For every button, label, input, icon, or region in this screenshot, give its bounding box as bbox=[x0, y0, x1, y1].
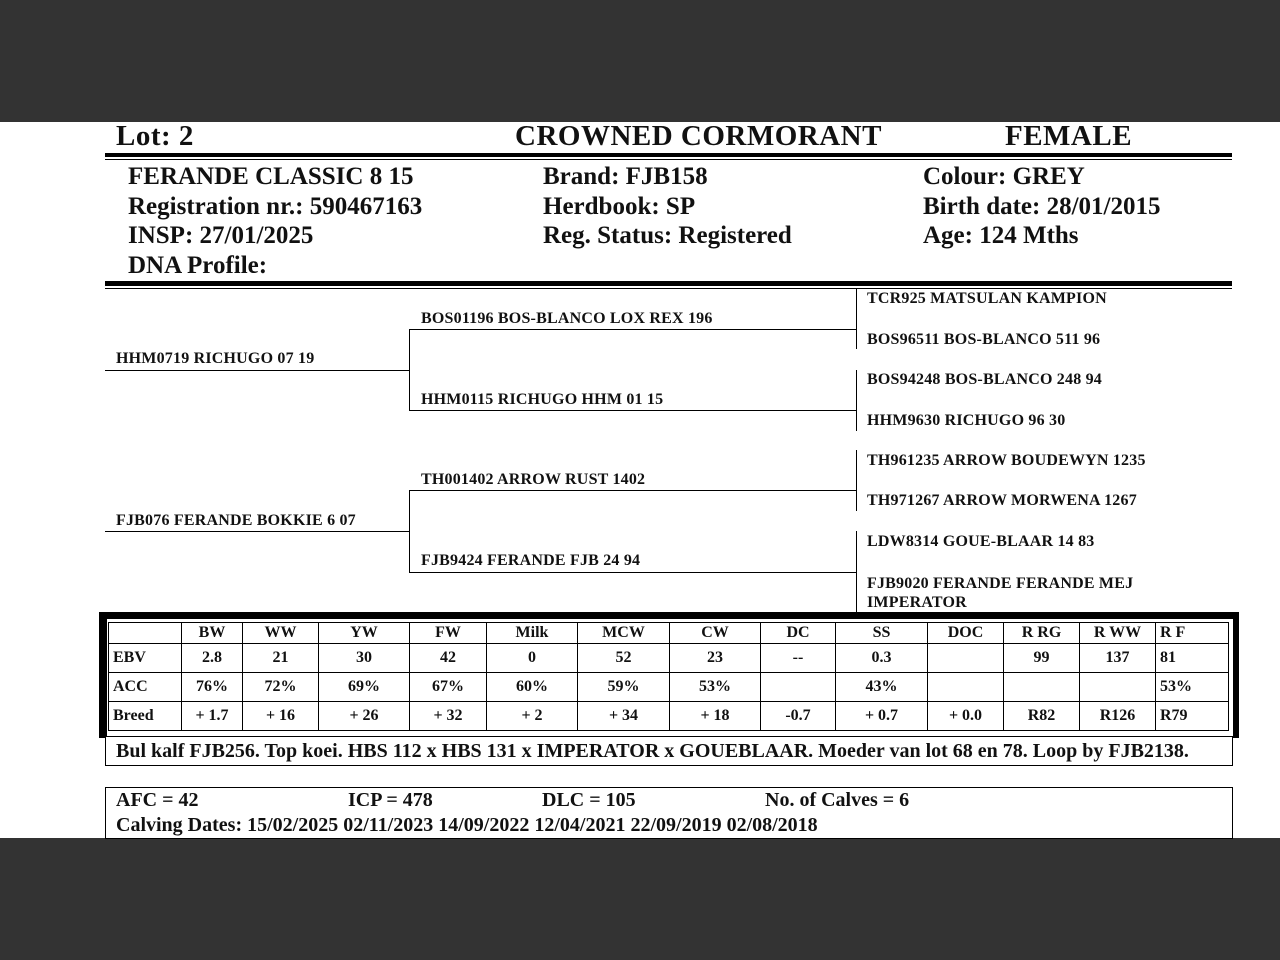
colour: Colour: GREY bbox=[923, 163, 1085, 190]
pedigree-line bbox=[856, 450, 857, 511]
lot-number: Lot: 2 bbox=[116, 120, 194, 152]
ebv-cell: + 34 bbox=[578, 702, 670, 731]
pedigree-line bbox=[105, 370, 409, 371]
ebv-row-label: ACC bbox=[109, 673, 182, 702]
header-rule-thin bbox=[105, 159, 1232, 160]
pedigree-sire-sire: BOS01196 BOS-BLANCO LOX REX 196 bbox=[421, 310, 713, 327]
pedigree-line bbox=[856, 531, 857, 612]
ebv-cell: 42 bbox=[410, 644, 487, 673]
ebv-column-header: DC bbox=[761, 623, 836, 644]
ebv-column-header: R F bbox=[1156, 623, 1229, 644]
age: Age: 124 Mths bbox=[923, 222, 1079, 249]
pedigree-line bbox=[409, 572, 856, 573]
sex: FEMALE bbox=[1005, 120, 1133, 152]
ebv-row bbox=[109, 702, 1229, 731]
pedigree-ggp-8: FJB9020 FERANDE FERANDE MEJ IMPERATOR bbox=[867, 575, 1134, 611]
ebv-cell: R79 bbox=[1156, 702, 1229, 731]
ebv-cell bbox=[761, 673, 836, 702]
ebv-column-header: YW bbox=[319, 623, 410, 644]
ebv-column-header: BW bbox=[182, 623, 243, 644]
breed-name: CROWNED CORMORANT bbox=[515, 120, 882, 152]
pedigree-dam-dam: FJB9424 FERANDE FJB 24 94 bbox=[421, 552, 641, 569]
icp: ICP = 478 bbox=[348, 789, 433, 811]
ebv-row bbox=[109, 644, 1229, 673]
ebv-cell bbox=[928, 673, 1004, 702]
ebv-cell: + 0.7 bbox=[836, 702, 928, 731]
animal-info-right bbox=[923, 162, 1161, 251]
ebv-cell: 0 bbox=[487, 644, 578, 673]
ebv-cell: 60% bbox=[487, 673, 578, 702]
birth-date: Birth date: 28/01/2015 bbox=[923, 192, 1161, 220]
ebv-corner-cell bbox=[109, 623, 182, 644]
ebv-cell bbox=[1080, 673, 1156, 702]
herdbook: Herdbook: SP bbox=[543, 192, 696, 220]
pedigree-dam-sire: TH001402 ARROW RUST 1402 bbox=[421, 471, 646, 488]
pedigree-ggp-4: HHM9630 RICHUGO 96 30 bbox=[867, 412, 1066, 429]
ebv-frame bbox=[100, 613, 107, 737]
ebv-header-row bbox=[109, 623, 1229, 644]
ebv-cell: 53% bbox=[1156, 673, 1229, 702]
pedigree-line bbox=[105, 531, 409, 532]
comment: Bul kalf FJB256. Top koei. HBS 112 x HBS 131 x IMPERATOR x GOUEBLAAR. Moeder van lot 68 en 78. Loop by FJB2138. bbox=[105, 736, 1233, 766]
calving-dates: Calving Dates: 15/02/2025 02/11/2023 14/09/2022 12/04/2021 22/09/2019 02/08/2018 bbox=[116, 814, 818, 836]
ebv-cell: + 2 bbox=[487, 702, 578, 731]
pedigree-line bbox=[856, 288, 857, 349]
ebv-cell: + 16 bbox=[243, 702, 319, 731]
pedigree-line bbox=[409, 410, 856, 411]
ebv-cell: + 32 bbox=[410, 702, 487, 731]
ebv-frame bbox=[1233, 613, 1238, 737]
ebv-cell: 72% bbox=[243, 673, 319, 702]
pedigree-ggp-7: LDW8314 GOUE-BLAAR 14 83 bbox=[867, 533, 1095, 550]
ebv-cell: -0.7 bbox=[761, 702, 836, 731]
ebv-cell bbox=[1004, 673, 1080, 702]
ebv-column-header: R RG bbox=[1004, 623, 1080, 644]
ebv-cell: 99 bbox=[1004, 644, 1080, 673]
pedigree-sire-dam: HHM0115 RICHUGO HHM 01 15 bbox=[421, 391, 664, 408]
pedigree-dam: FJB076 FERANDE BOKKIE 6 07 bbox=[116, 512, 356, 529]
ebv-cell: 67% bbox=[410, 673, 487, 702]
pedigree-line bbox=[409, 490, 856, 491]
catalogue-page bbox=[0, 122, 1280, 838]
pedigree-ggp-1: TCR925 MATSULAN KAMPION bbox=[867, 290, 1107, 307]
ebv-cell: + 1.7 bbox=[182, 702, 243, 731]
ebv-cell: R126 bbox=[1080, 702, 1156, 731]
footer-box bbox=[105, 787, 1233, 839]
ebv-cell: 137 bbox=[1080, 644, 1156, 673]
ebv-cell: 59% bbox=[578, 673, 670, 702]
ebv-cell: 30 bbox=[319, 644, 410, 673]
pedigree-ggp-2: BOS96511 BOS-BLANCO 511 96 bbox=[867, 331, 1101, 348]
pedigree-line bbox=[409, 491, 410, 573]
registration-number: Registration nr.: 590467163 bbox=[128, 192, 423, 220]
ebv-cell bbox=[928, 644, 1004, 673]
animal-name: FERANDE CLASSIC 8 15 bbox=[128, 163, 414, 190]
ebv-cell: + 18 bbox=[670, 702, 761, 731]
ebv-column-header: R WW bbox=[1080, 623, 1156, 644]
pedigree-ggp-3: BOS94248 BOS-BLANCO 248 94 bbox=[867, 371, 1103, 388]
ebv-table bbox=[108, 622, 1229, 731]
ebv-row bbox=[109, 673, 1229, 702]
ebv-column-header: MCW bbox=[578, 623, 670, 644]
calves-count: No. of Calves = 6 bbox=[765, 789, 910, 811]
ebv-cell: -- bbox=[761, 644, 836, 673]
animal-info-middle bbox=[543, 162, 792, 251]
info-rule-bottom bbox=[105, 281, 1232, 286]
ebv-cell: 52 bbox=[578, 644, 670, 673]
insp-date: INSP: 27/01/2025 bbox=[128, 222, 314, 249]
pedigree-ggp-6: TH971267 ARROW MORWENA 1267 bbox=[867, 492, 1137, 509]
ebv-row-label: Breed bbox=[109, 702, 182, 731]
afc: AFC = 42 bbox=[116, 789, 199, 811]
dna-profile: DNA Profile: bbox=[128, 251, 268, 279]
ebv-column-header: WW bbox=[243, 623, 319, 644]
animal-info-left bbox=[128, 162, 422, 280]
ebv-row-label: EBV bbox=[109, 644, 182, 673]
pedigree-line bbox=[409, 329, 856, 330]
ebv-cell: + 0.0 bbox=[928, 702, 1004, 731]
ebv-cell: 43% bbox=[836, 673, 928, 702]
registration-status: Reg. Status: Registered bbox=[543, 222, 792, 249]
ebv-cell: 76% bbox=[182, 673, 243, 702]
ebv-column-header: Milk bbox=[487, 623, 578, 644]
header-rule-top bbox=[105, 153, 1232, 157]
ebv-cell: 21 bbox=[243, 644, 319, 673]
ebv-panel bbox=[99, 612, 1239, 738]
ebv-cell: + 26 bbox=[319, 702, 410, 731]
ebv-cell: R82 bbox=[1004, 702, 1080, 731]
ebv-cell: 53% bbox=[670, 673, 761, 702]
ebv-cell: 81 bbox=[1156, 644, 1229, 673]
ebv-column-header: CW bbox=[670, 623, 761, 644]
pedigree-ggp-5: TH961235 ARROW BOUDEWYN 1235 bbox=[867, 452, 1146, 469]
brand: Brand: FJB158 bbox=[543, 163, 708, 190]
ebv-cell: 0.3 bbox=[836, 644, 928, 673]
ebv-column-header: DOC bbox=[928, 623, 1004, 644]
ebv-cell: 23 bbox=[670, 644, 761, 673]
pedigree-line bbox=[856, 370, 857, 431]
info-rule-thin bbox=[105, 288, 1232, 289]
dlc: DLC = 105 bbox=[542, 789, 636, 811]
ebv-cell: 2.8 bbox=[182, 644, 243, 673]
pedigree-line bbox=[409, 329, 410, 411]
pedigree-sire: HHM0719 RICHUGO 07 19 bbox=[116, 350, 315, 367]
ebv-frame bbox=[100, 613, 1238, 619]
ebv-column-header: SS bbox=[836, 623, 928, 644]
ebv-column-header: FW bbox=[410, 623, 487, 644]
ebv-cell: 69% bbox=[319, 673, 410, 702]
